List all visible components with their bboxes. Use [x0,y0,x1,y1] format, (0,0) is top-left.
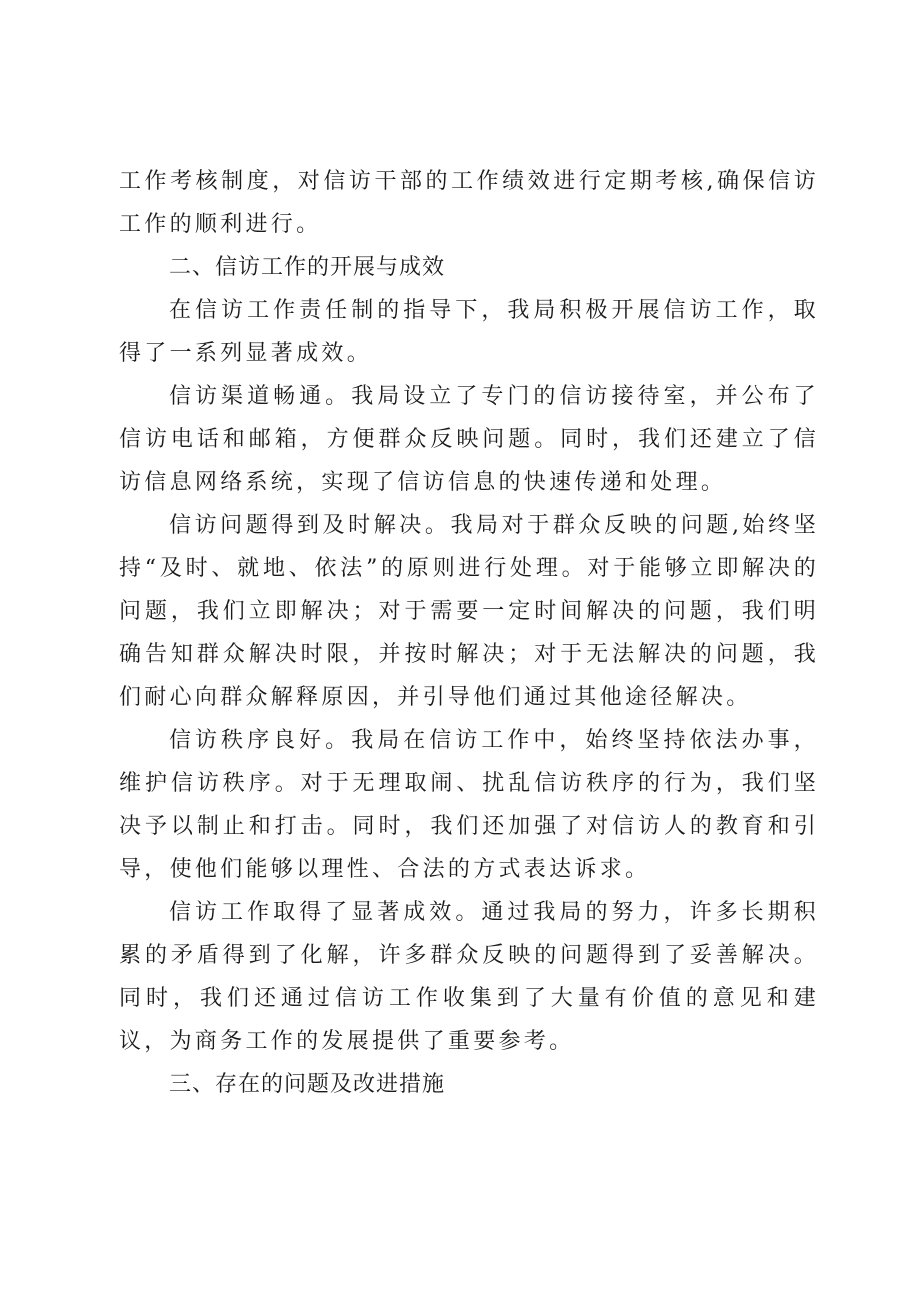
section-heading-2: 二、信访工作的开展与成效 [169,255,446,280]
paragraph-continued: 工作考核制度，对信访干部的工作绩效进行定期考核,确保信访工作的顺利进行。 [119,169,819,237]
paragraph-channels: 信访渠道畅通。我局设立了专门的信访接待室，并公布了信访电话和邮箱，方便群众反映问题。同时，我们还建立了信访信息网络系统，实现了信访信息的快速传递和处理。 [119,384,819,495]
paragraph-intro: 在信访工作责任制的指导下，我局积极开展信访工作，取得了一系列显著成效。 [119,298,819,366]
paragraph-results: 信访工作取得了显著成效。通过我局的努力，许多长期积累的矛盾得到了化解，许多群众反映的问题得到了妥善解决。同时，我们还通过信访工作收集到了大量有价值的意见和建议，为商务工作的发展提供了重要参考。 [119,900,819,1054]
paragraph-order: 信访秩序良好。我局在信访工作中，始终坚持依法办事，维护信访秩序。对于无理取闹、扰乱信访秩序的行为，我们坚决予以制止和打击。同时，我们还加强了对信访人的教育和引导，使他们能够以理性、合法的方式表达诉求。 [119,728,819,882]
section-heading-3: 三、存在的问题及改进措施 [169,1072,446,1097]
document-body [119,160,819,1106]
paragraph-resolution: 信访问题得到及时解决。我局对于群众反映的问题,始终坚持“及时、就地、依法”的原则进行处理。对于能够立即解决的问题，我们立即解决；对于需要一定时间解决的问题，我们明确告知群众解决时限，并按时解决；对于无法解决的问题，我们耐心向群众解释原因，并引导他们通过其他途径解决。 [119,513,819,710]
